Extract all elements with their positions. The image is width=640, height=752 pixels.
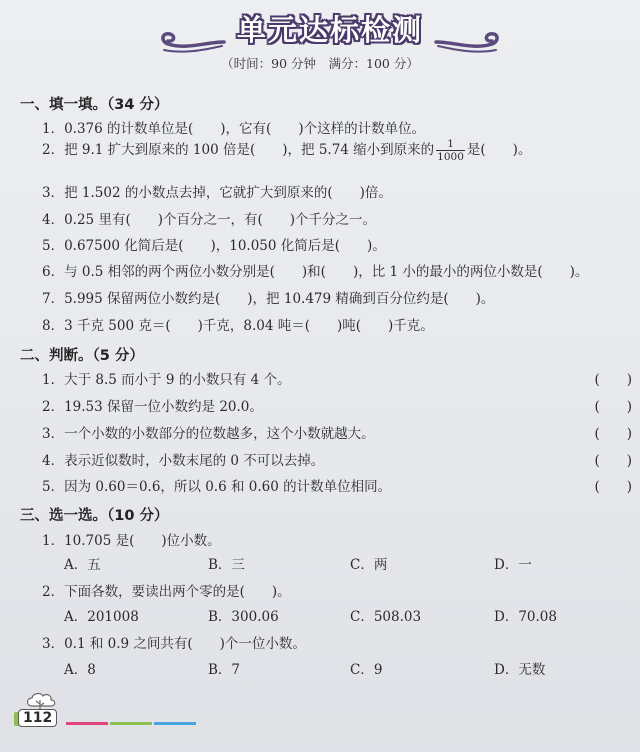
choice-1-option-a: A．五 [64,557,101,573]
judge-item-4: 4．表示近似数时，小数末尾的 0 不可以去掉。 [42,453,325,469]
question-1-5: 5．0.67500 化简后是( )，10.050 化简后是( )。 [42,238,386,254]
footer-bar-blue [154,722,196,725]
judge-item-2: 2．19.53 保留一位小数约是 20.0。 [42,399,263,415]
judge-answer-paren-3: ( ) [594,426,632,442]
judge-answer-paren-2: ( ) [594,399,632,415]
judge-item-3: 3．一个小数的小数部分的位数越多，这个小数就越大。 [42,426,375,442]
choice-2-option-a: A．201008 [64,609,139,625]
section-heading-fill-in: 一、填一填。（34 分） [20,97,169,113]
question-1-8: 8．3 千克 500 克＝( )千克，8.04 吨＝( )吨( )千克。 [42,318,434,334]
question-1-4: 4．0.25 里有( )个百分之一，有( )个千分之一。 [42,212,377,228]
question-1-3: 3．把 1.502 的小数点去掉，它就扩大到原来的( )倍。 [42,185,392,201]
question-1-2 [42,138,531,163]
judge-item-1: 1．大于 8.5 而小于 9 的小数只有 4 个。 [42,372,291,388]
footer-bar-red [66,722,108,725]
exam-info: （时间：90 分钟 满分：100 分） [221,56,419,71]
judge-answer-paren-5: ( ) [594,479,632,495]
choice-1-option-c: C．两 [350,557,388,573]
fraction-denominator: 1000 [437,151,464,163]
choice-1-option-b: B．三 [208,557,245,573]
bleed-through-text [530,6,541,22]
choice-2-option-c: C．508.03 [350,609,422,625]
judge-item-5: 5．因为 0.60＝0.6，所以 0.6 和 0.60 的计数单位相同。 [42,479,392,495]
page-number: 112 [18,709,57,727]
question-1-2-tail: 是( )。 [466,142,532,158]
page-title: 单元达标检测 [236,13,423,47]
judge-answer-paren-4: ( ) [594,453,632,469]
fraction-numerator: 1 [436,138,465,151]
question-1-1: 1．0.376 的计数单位是( )，它有( )个这样的计数单位。 [42,121,426,137]
fraction [436,138,465,163]
judge-answer-paren-1: ( ) [594,372,632,388]
choice-2-option-d: D．70.08 [494,609,557,625]
choice-question-3: 3．0.1 和 0.9 之间共有( )个一位小数。 [42,636,306,652]
choice-3-option-d: D．无数 [494,662,546,678]
section-heading-choose: 三、选一选。（10 分） [20,508,169,524]
question-1-2-head: 2．把 9.1 扩大到原来的 100 倍是( )，把 5.74 缩小到原来的 [42,142,435,158]
choice-question-1: 1．10.705 是( )位小数。 [42,533,221,549]
section-heading-judge: 二、判断。（5 分） [20,348,144,364]
choice-3-option-a: A．8 [64,662,96,678]
title-banner [160,2,500,60]
footer-bar-green [110,722,152,725]
choice-3-option-c: C．9 [350,662,383,678]
choice-2-option-b: B．300.06 [208,609,279,625]
choice-question-2: 2．下面各数，要读出两个零的是( )。 [42,584,291,600]
question-1-7: 7．5.995 保留两位小数约是( )，把 10.479 精确到百分位约是( )。 [42,291,495,307]
choice-1-option-d: D．一 [494,557,532,573]
choice-3-option-b: B．7 [208,662,241,678]
question-1-6: 6．与 0.5 相邻的两个两位小数分别是( )和( )，比 1 小的最小的两位小数是( )。 [42,264,589,280]
